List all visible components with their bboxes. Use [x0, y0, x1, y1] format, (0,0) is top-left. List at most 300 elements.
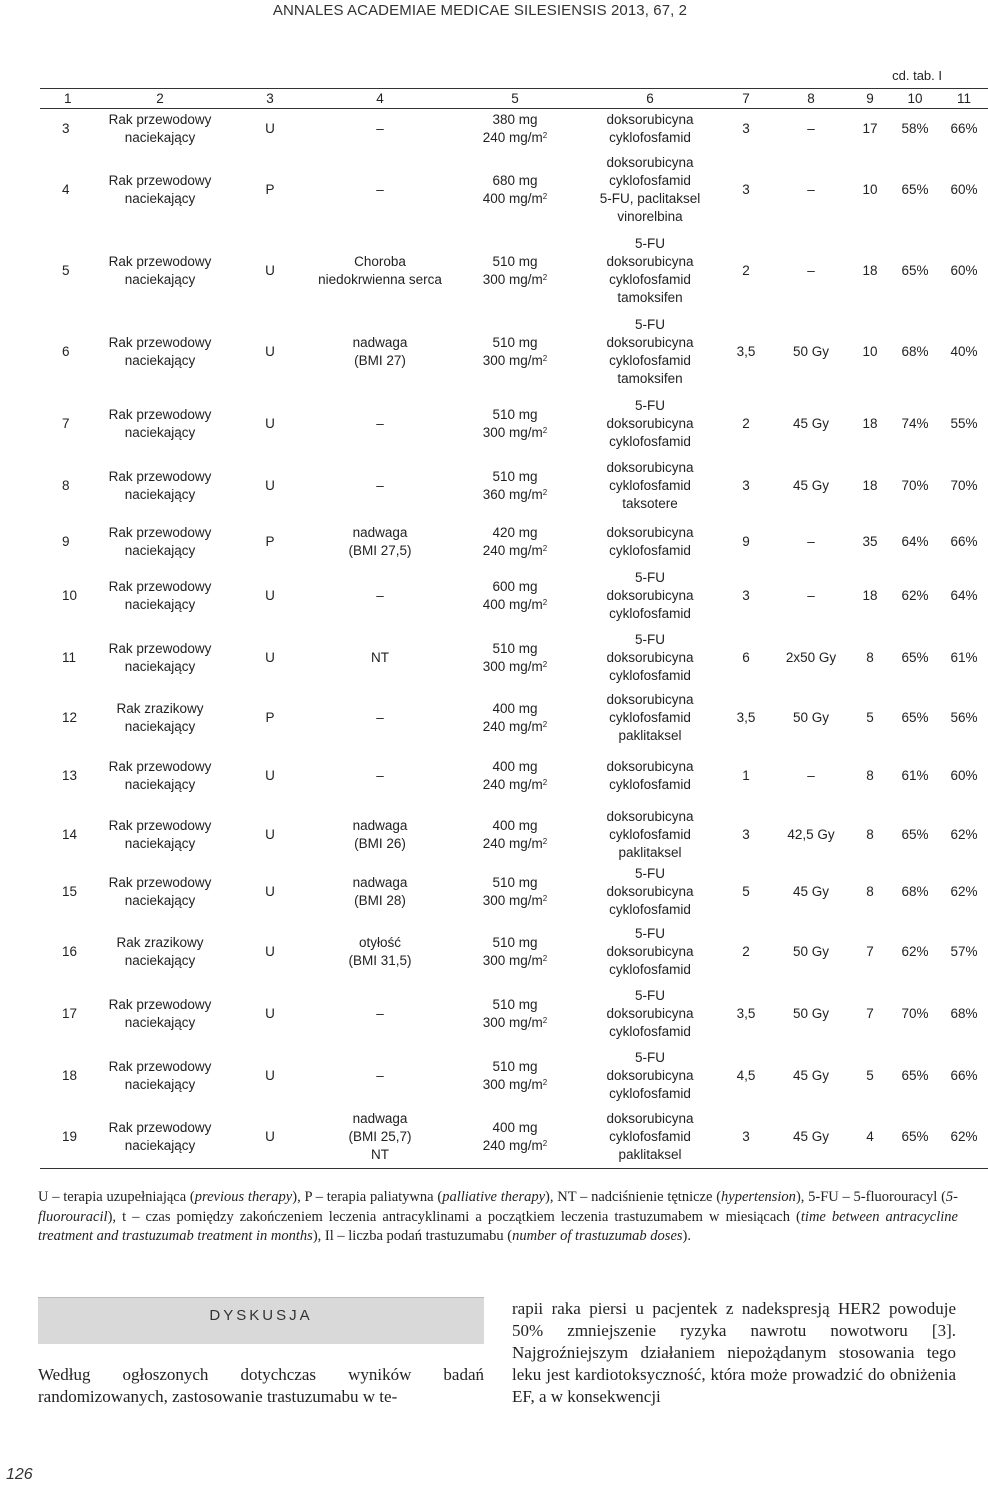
cell-line: Rak zrazikowy	[116, 700, 204, 716]
cell-col-8: 50 Gy	[792, 343, 830, 359]
cell-col-7: 3	[742, 587, 750, 603]
cell-col-6	[580, 149, 720, 231]
cell-line: naciekający	[124, 129, 196, 145]
cell-col-4	[310, 231, 450, 311]
cell-col-3: P	[265, 181, 275, 197]
cell-col-6	[580, 921, 720, 983]
cell-line: 510 mg	[492, 874, 538, 890]
cell-col-6	[580, 745, 720, 807]
cell-line: (BMI 31,5)	[348, 952, 412, 968]
cell-line: (BMI 25,7)	[348, 1129, 412, 1145]
column-header-3: 3	[230, 89, 310, 109]
cell-col-3: U	[265, 883, 275, 899]
cell-line: (BMI 27)	[354, 352, 406, 368]
cell-col-11: 70%	[950, 477, 978, 493]
cell-col-1: 15	[62, 883, 78, 899]
cell-col-6	[580, 983, 720, 1045]
cell-line: cyklofosfamid	[609, 776, 691, 792]
cell-col-6	[580, 517, 720, 567]
cell-line: naciekający	[124, 835, 196, 851]
cell-line: 300 $mg/m^2$	[482, 1076, 548, 1092]
cell-line: cyklofosfamid	[609, 1023, 691, 1039]
table-row	[40, 863, 988, 921]
cell-col-1: 9	[62, 533, 70, 549]
cell-col-2	[90, 1045, 230, 1107]
cell-col-6	[580, 625, 720, 691]
cell-col-1: 12	[62, 709, 78, 725]
cell-col-7: 2	[742, 262, 750, 278]
cell-line: 5-FU	[635, 397, 665, 413]
cell-line: doksorubicyna	[606, 1005, 694, 1021]
cell-col-9: 18	[862, 415, 878, 431]
cell-col-8: 45 Gy	[792, 477, 830, 493]
cell-line: doksorubicyna	[606, 883, 694, 899]
cell-line: nadwaga	[352, 1111, 408, 1127]
cell-col-4	[310, 1107, 450, 1169]
cell-col-4	[310, 149, 450, 231]
cell-line: 300 $mg/m^2$	[482, 352, 548, 368]
cell-col-10: 58%	[901, 120, 929, 136]
cell-col-1: 7	[62, 415, 70, 431]
cell-col-2	[90, 983, 230, 1045]
cell-line: 5-FU	[635, 316, 665, 332]
cell-line: naciekający	[124, 486, 196, 502]
cell-col-3: U	[265, 826, 275, 842]
cell-col-3: U	[265, 649, 275, 665]
cell-line: 510 mg	[492, 640, 538, 656]
cell-line: cyklofosfamid	[609, 477, 691, 493]
cell-line: doksorubicyna	[606, 943, 694, 959]
cell-col-8: 45 Gy	[792, 883, 830, 899]
cell-col-3: P	[265, 709, 275, 725]
table-row	[40, 691, 988, 745]
cell-col-4	[310, 517, 450, 567]
cell-col-2	[90, 567, 230, 625]
cell-line: nadwaga	[352, 334, 408, 350]
left-column-text: Według ogłoszonych dotychczas wyników badań randomizowanych, zastosowanie trastuzumabu w te-	[38, 1365, 484, 1406]
cell-line: –	[376, 1005, 384, 1021]
cell-line: 400 mg	[492, 758, 538, 774]
cell-col-5	[450, 625, 580, 691]
cell-line: doksorubicyna	[606, 154, 694, 170]
cell-line: –	[376, 709, 384, 725]
cell-col-8: 50 Gy	[792, 709, 830, 725]
cell-line: cyklofosfamid	[609, 271, 691, 287]
cell-line: 5-FU	[635, 631, 665, 647]
cell-col-1: 16	[62, 943, 78, 959]
table-row	[40, 807, 988, 863]
cell-line: 400 mg	[492, 1120, 538, 1136]
cell-col-4	[310, 625, 450, 691]
cell-col-1: 19	[40, 1107, 90, 1169]
cell-line: Rak przewodowy	[108, 253, 212, 269]
cell-line: naciekający	[124, 718, 196, 734]
cell-col-7: 3	[742, 826, 750, 842]
cell-col-8: –	[807, 120, 815, 136]
cell-line: doksorubicyna	[606, 587, 694, 603]
cell-col-2	[90, 517, 230, 567]
cell-line: 300 $mg/m^2$	[482, 1014, 548, 1030]
cell-line: Rak przewodowy	[108, 1120, 212, 1136]
cell-line: 510 mg	[492, 406, 538, 422]
cell-col-9: 18	[862, 587, 878, 603]
cell-col-6	[580, 807, 720, 863]
cell-line: 420 mg	[492, 524, 538, 540]
cell-line: –	[376, 587, 384, 603]
cell-col-9: 17	[862, 120, 878, 136]
cell-col-2	[90, 149, 230, 231]
cell-col-3: U	[265, 767, 275, 783]
cell-col-5	[450, 1045, 580, 1107]
cell-line: Rak zrazikowy	[116, 934, 204, 950]
cell-line: cyklofosfamid	[609, 709, 691, 725]
cell-col-7: 2	[742, 943, 750, 959]
cell-col-8: –	[807, 587, 815, 603]
cell-col-11: 64%	[950, 587, 978, 603]
cell-line: naciekający	[124, 352, 196, 368]
cell-col-7: 2	[742, 415, 750, 431]
cell-col-10: 65%	[901, 709, 929, 725]
cell-col-4	[310, 1045, 450, 1107]
cell-line: 240 $mg/m^2$	[482, 835, 548, 851]
cell-line: nadwaga	[352, 874, 408, 890]
cell-col-6	[580, 231, 720, 311]
cell-col-10: 62%	[901, 587, 929, 603]
cell-col-7: 6	[742, 649, 750, 665]
cell-col-9: 5	[866, 709, 874, 725]
cell-col-2	[90, 863, 230, 921]
cell-col-5	[450, 745, 580, 807]
cell-col-6	[580, 311, 720, 393]
cell-line: –	[376, 120, 384, 136]
cell-line: –	[376, 181, 384, 197]
column-header-5: 5	[450, 89, 580, 109]
cell-line: 5-FU	[635, 235, 665, 251]
cell-col-1: 8	[62, 477, 70, 493]
cell-line: 510 mg	[492, 934, 538, 950]
cell-line: naciekający	[124, 596, 196, 612]
cell-line: 240 $mg/m^2$	[482, 1138, 548, 1154]
cell-col-4	[310, 863, 450, 921]
cell-col-5	[450, 109, 580, 149]
cell-line: cyklofosfamid	[609, 1129, 691, 1145]
cell-line: 300 $mg/m^2$	[482, 658, 548, 674]
cell-col-2	[90, 1107, 230, 1169]
cell-line: Rak przewodowy	[108, 640, 212, 656]
cell-col-2	[90, 393, 230, 455]
cell-line: 5-FU, paclitaksel	[599, 190, 701, 206]
cell-col-8: 42,5 Gy	[787, 826, 835, 842]
cell-col-2	[90, 231, 230, 311]
cell-col-5	[450, 691, 580, 745]
cell-line: Rak przewodowy	[108, 996, 212, 1012]
column-header-10: 10	[890, 89, 940, 109]
cell-col-8: 50 Gy	[792, 943, 830, 959]
cell-line: naciekający	[124, 776, 196, 792]
cell-line: cyklofosfamid	[609, 172, 691, 188]
cell-col-7: 3	[742, 120, 750, 136]
cell-line: cyklofosfamid	[609, 352, 691, 368]
cell-col-9: 10	[862, 343, 878, 359]
table-row	[40, 455, 988, 517]
cell-line: (BMI 28)	[354, 892, 406, 908]
cell-col-11: 68%	[950, 1005, 978, 1021]
cell-col-4	[310, 109, 450, 149]
cell-line: –	[376, 1067, 384, 1083]
cell-col-10: 62%	[901, 943, 929, 959]
cell-col-5	[450, 807, 580, 863]
cell-col-2	[90, 691, 230, 745]
cell-col-11: 60%	[950, 181, 978, 197]
cell-line: (BMI 27,5)	[348, 542, 412, 558]
cell-col-9: 7	[866, 943, 874, 959]
cell-line: NT	[371, 1147, 389, 1163]
cell-col-5	[450, 567, 580, 625]
cell-col-10: 64%	[901, 533, 929, 549]
table-continuation-label: cd. tab. I	[892, 68, 942, 83]
cell-col-4	[310, 311, 450, 393]
cell-line: 5-FU	[635, 569, 665, 585]
cell-col-7: 3,5	[736, 709, 756, 725]
cell-line: Rak przewodowy	[108, 817, 212, 833]
table-row	[40, 311, 988, 393]
table-header-row	[40, 89, 988, 109]
cell-col-1: 5	[62, 262, 70, 278]
cell-col-11: 61%	[950, 649, 978, 665]
cell-line: cyklofosfamid	[609, 826, 691, 842]
cell-col-9: 5	[866, 1067, 874, 1083]
cell-line: NT	[371, 649, 389, 665]
cell-col-11: 57%	[950, 943, 978, 959]
cell-col-1: 3	[62, 120, 70, 136]
cell-line: Rak przewodowy	[108, 111, 212, 127]
cell-col-4	[310, 983, 450, 1045]
column-header-6: 6	[580, 89, 720, 109]
page-number: 126	[6, 1466, 33, 1483]
cell-col-9: 8	[866, 883, 874, 899]
table-row	[40, 231, 988, 311]
cell-col-8: 50 Gy	[792, 1005, 830, 1021]
cell-col-3: U	[265, 477, 275, 493]
cell-line: 360 $mg/m^2$	[482, 486, 548, 502]
cell-line: 510 mg	[492, 253, 538, 269]
table-row	[40, 149, 988, 231]
cell-line: cyklofosfamid	[609, 1085, 691, 1101]
cell-col-9: 35	[862, 533, 878, 549]
cell-line: –	[376, 415, 384, 431]
cell-line: 240 $mg/m^2$	[482, 718, 548, 734]
cell-col-3: U	[230, 1107, 310, 1169]
cell-line: Rak przewodowy	[108, 758, 212, 774]
cell-line: nadwaga	[352, 524, 408, 540]
cell-col-7: 5	[742, 883, 750, 899]
cell-col-11: 62%	[950, 883, 978, 899]
cell-line: 5-FU	[635, 987, 665, 1003]
cell-line: Rak przewodowy	[108, 1058, 212, 1074]
cell-line: naciekający	[124, 542, 196, 558]
cell-col-1: 4	[62, 181, 70, 197]
cell-line: otyłość	[358, 934, 402, 950]
cell-col-7: 4,5	[736, 1067, 756, 1083]
cell-col-6	[580, 455, 720, 517]
cell-col-2	[90, 921, 230, 983]
cell-col-5	[450, 393, 580, 455]
cell-col-8: 45 Gy	[772, 1107, 850, 1169]
table-row	[40, 109, 988, 149]
cell-line: doksorubicyna	[606, 111, 694, 127]
cell-line: taksotere	[622, 495, 678, 511]
cell-line: 240 $mg/m^2$	[482, 776, 548, 792]
cell-col-5	[450, 517, 580, 567]
cell-line: 510 mg	[492, 468, 538, 484]
table-row	[40, 567, 988, 625]
cell-col-1: 13	[62, 767, 78, 783]
cell-line: cyklofosfamid	[609, 667, 691, 683]
cell-line: Rak przewodowy	[108, 578, 212, 594]
cell-line: doksorubicyna	[606, 524, 694, 540]
cell-col-8: –	[807, 533, 815, 549]
cell-line: cyklofosfamid	[609, 605, 691, 621]
column-header-9: 9	[850, 89, 890, 109]
cell-col-10: 65%	[901, 181, 929, 197]
cell-line: cyklofosfamid	[609, 901, 691, 917]
cell-col-6	[580, 393, 720, 455]
cell-col-9: 8	[866, 767, 874, 783]
cell-col-3: U	[265, 415, 275, 431]
cell-col-3: U	[265, 120, 275, 136]
cell-col-8: –	[807, 767, 815, 783]
cell-col-3: U	[265, 943, 275, 959]
cell-col-2	[90, 455, 230, 517]
cell-col-10: 74%	[901, 415, 929, 431]
cell-line: 300 $mg/m^2$	[482, 892, 548, 908]
section-title: DYSKUSJA	[209, 1307, 313, 1324]
cell-line: cyklofosfamid	[609, 433, 691, 449]
cell-col-9: 8	[866, 649, 874, 665]
cell-col-5	[450, 149, 580, 231]
cell-col-11: 40%	[950, 343, 978, 359]
cell-line: 400 mg	[492, 700, 538, 716]
cell-line: doksorubicyna	[606, 691, 694, 707]
cell-col-5	[450, 311, 580, 393]
cell-line: 5-FU	[635, 1049, 665, 1065]
cell-line: 240 $mg/m^2$	[482, 129, 548, 145]
cell-col-7: 3	[720, 1107, 772, 1169]
cell-col-1: 10	[62, 587, 78, 603]
cell-col-6	[580, 691, 720, 745]
cell-line: 300 $mg/m^2$	[482, 271, 548, 287]
cell-col-3: U	[265, 587, 275, 603]
cell-line: naciekający	[124, 892, 196, 908]
cell-col-1: 14	[62, 826, 78, 842]
column-header-1: 1	[40, 89, 90, 109]
cell-col-5	[450, 1107, 580, 1169]
cell-col-7: 9	[742, 533, 750, 549]
cell-line: Rak przewodowy	[108, 172, 212, 188]
journal-header: ANNALES ACADEMIAE MEDICAE SILESIENSIS 2013, 67, 2	[272, 2, 688, 19]
cell-line: naciekający	[124, 1014, 196, 1030]
cell-col-11: 56%	[950, 709, 978, 725]
cell-col-3: P	[265, 533, 275, 549]
cell-line: 380 mg	[492, 111, 538, 127]
cell-line: (BMI 26)	[354, 835, 406, 851]
cell-col-11: 66%	[950, 1067, 978, 1083]
cell-line: paklitaksel	[618, 844, 682, 860]
cell-col-11: 62%	[940, 1107, 988, 1169]
table-row	[40, 517, 988, 567]
table-row	[40, 921, 988, 983]
right-column-text: rapii raka piersi u pacjentek z nadekspresją HER2 powoduje 50% zmniejszenie ryzyka nawrotu nowotworu [3]. Najgroźniejszym działaniem niepożądanym stosowania tego leku jest kardiotoksyczność, która może prowadzić do obniżenia EF, a w konsekwencji	[512, 1299, 956, 1406]
cell-col-4	[310, 567, 450, 625]
cell-line: doksorubicyna	[606, 1111, 694, 1127]
cell-col-10: 65%	[901, 262, 929, 278]
cell-line: 680 mg	[492, 172, 538, 188]
cell-line: doksorubicyna	[606, 808, 694, 824]
cell-line: Rak przewodowy	[108, 468, 212, 484]
cell-col-10: 70%	[901, 1005, 929, 1021]
cell-col-4	[310, 921, 450, 983]
cell-line: 510 mg	[492, 996, 538, 1012]
cell-col-1: 18	[62, 1067, 78, 1083]
cell-line: 400 mg	[492, 817, 538, 833]
cell-col-7: 3,5	[736, 343, 756, 359]
cell-line: Rak przewodowy	[108, 874, 212, 890]
cell-line: niedokrwienna serca	[318, 271, 442, 287]
cell-line: naciekający	[124, 1138, 196, 1154]
cell-col-2	[90, 311, 230, 393]
cell-col-7: 3,5	[736, 1005, 756, 1021]
cell-col-1: 6	[62, 343, 70, 359]
cell-col-9: 7	[866, 1005, 874, 1021]
cell-col-5	[450, 921, 580, 983]
cell-col-3: U	[265, 262, 275, 278]
cell-line: doksorubicyna	[606, 334, 694, 350]
cell-col-1: 17	[62, 1005, 78, 1021]
cell-line: doksorubicyna	[606, 459, 694, 475]
cell-col-10: 70%	[901, 477, 929, 493]
cell-col-6	[580, 109, 720, 149]
cell-line: nadwaga	[352, 817, 408, 833]
cell-line: doksorubicyna	[606, 253, 694, 269]
cell-line: cyklofosfamid	[609, 129, 691, 145]
column-header-7: 7	[720, 89, 772, 109]
table-row	[40, 745, 988, 807]
cell-line: 300 $mg/m^2$	[482, 952, 548, 968]
cell-col-4	[310, 691, 450, 745]
column-header-2: 2	[90, 89, 230, 109]
cell-col-11: 60%	[950, 767, 978, 783]
cell-col-10: 65%	[890, 1107, 940, 1169]
cell-col-9: 18	[862, 477, 878, 493]
cell-line: 5-FU	[635, 925, 665, 941]
cell-line: doksorubicyna	[606, 415, 694, 431]
cell-col-10: 65%	[901, 826, 929, 842]
cell-col-2	[90, 745, 230, 807]
cell-col-7: 3	[742, 477, 750, 493]
cell-col-7: 1	[742, 767, 750, 783]
cell-line: 600 mg	[492, 578, 538, 594]
cell-line: 300 $mg/m^2$	[482, 424, 548, 440]
cell-col-9: 10	[862, 181, 878, 197]
cell-col-10: 68%	[901, 343, 929, 359]
cell-col-8: 45 Gy	[792, 415, 830, 431]
cell-col-3: U	[265, 1005, 275, 1021]
cell-col-4	[310, 393, 450, 455]
cell-col-8: –	[807, 262, 815, 278]
table-legend: U – terapia uzupełniająca (previous therapy), P – terapia paliatywna (palliative therapy), NT – nadciśnienie tętnicze (hypertension), 5-FU – 5-fluorouracyl (5-fluorouracil), t – czas pomiędzy zakończeniem leczenia antracyklinami a początkiem leczenia trastuzumabem w miesiącach (time between antracycline treatment and trastuzumab treatment in months), Il – liczba podań trastuzumabu (number of trastuzumab doses).	[38, 1189, 958, 1244]
cell-line: naciekający	[124, 424, 196, 440]
cell-line: paklitaksel	[618, 727, 682, 743]
